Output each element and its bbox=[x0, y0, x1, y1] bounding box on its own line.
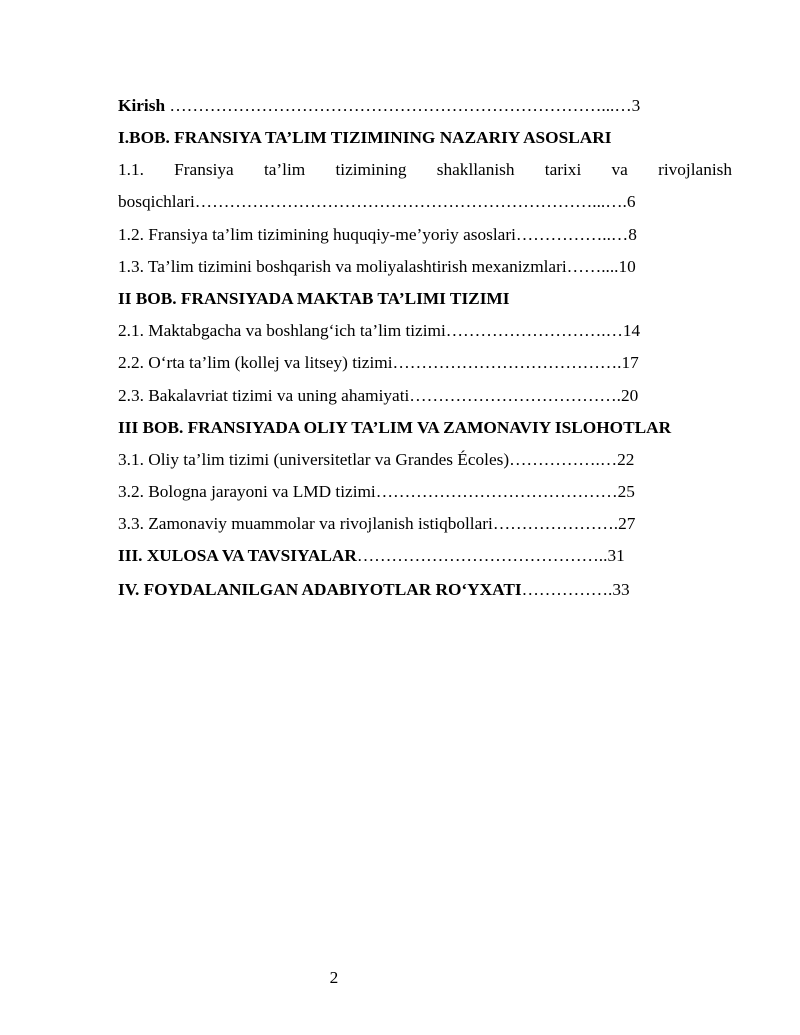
chapter-2-title: II BOB. FRANSIYADA MAKTAB TA’LIMI TIZIMI bbox=[118, 289, 510, 308]
toc-entry-kirish bbox=[118, 96, 640, 116]
word: Fransiya bbox=[174, 160, 234, 179]
page-number: 2 bbox=[329, 968, 339, 987]
word: tizimining bbox=[335, 160, 407, 179]
toc-entry-1-3: 1.3. Ta’lim tizimini boshqarish va moliyalashtirish mexanizmlari……....10 bbox=[118, 257, 636, 276]
toc-entry-2-2: 2.2. O‘rta ta’lim (kollej va litsey) tizimi………………………………….17 bbox=[118, 353, 639, 372]
word: 1.1. bbox=[118, 160, 144, 179]
chapter-3-title: III BOB. FRANSIYADA OLIY TA’LIM VA ZAMONAVIY ISLOHOTLAR bbox=[118, 418, 672, 437]
toc-entry-page: 3 bbox=[631, 96, 641, 115]
toc-entry-1-1-continued: bosqichlari……………………………………………………………...….6 bbox=[118, 192, 636, 211]
word: rivojlanish bbox=[658, 160, 732, 179]
toc-entry-leader: …………….33 bbox=[521, 580, 630, 599]
toc-entry-1-1 bbox=[118, 160, 732, 180]
toc-entry-3-2: 3.2. Bologna jarayoni va LMD tizimi……………………………………25 bbox=[118, 482, 635, 501]
chapter-1-title: I.BOB. FRANSIYA TA’LIM TIZIMINING NAZARIY ASOSLARI bbox=[118, 128, 612, 147]
toc-entry-3-3: 3.3. Zamonaviy muammolar va rivojlanish istiqbollari………………….27 bbox=[118, 514, 636, 533]
word: va bbox=[611, 160, 628, 179]
toc-entry-3-1: 3.1. Oliy ta’lim tizimi (universitetlar va Grandes Écoles)…………….…22 bbox=[118, 450, 635, 469]
word: shakllanish bbox=[436, 160, 515, 179]
word: tarixi bbox=[544, 160, 582, 179]
toc-entry-references bbox=[118, 580, 630, 600]
toc-entry-label: IV. FOYDALANILGAN ADABIYOTLAR RO‘YXATI bbox=[118, 580, 522, 599]
toc-entry-conclusion bbox=[118, 546, 625, 566]
toc-entry-1-2: 1.2. Fransiya ta’lim tizimining huquqiy-me’yoriy asoslari……………..…8 bbox=[118, 225, 637, 244]
toc-entry-label: Kirish bbox=[118, 96, 166, 115]
toc-entry-label: III. XULOSA VA TAVSIYALAR bbox=[118, 546, 357, 565]
word: ta’lim bbox=[263, 160, 306, 179]
toc-entry-2-3: 2.3. Bakalavriat tizimi va uning ahamiyati……………………………….20 bbox=[118, 386, 639, 405]
toc-entry-2-1: 2.1. Maktabgacha va boshlang‘ich ta’lim tizimi……………………….…14 bbox=[118, 321, 641, 340]
toc-entry-leader: ……………………………………..31 bbox=[356, 546, 625, 565]
toc-entry-leader: …………………………………………………………………...… bbox=[165, 96, 632, 115]
